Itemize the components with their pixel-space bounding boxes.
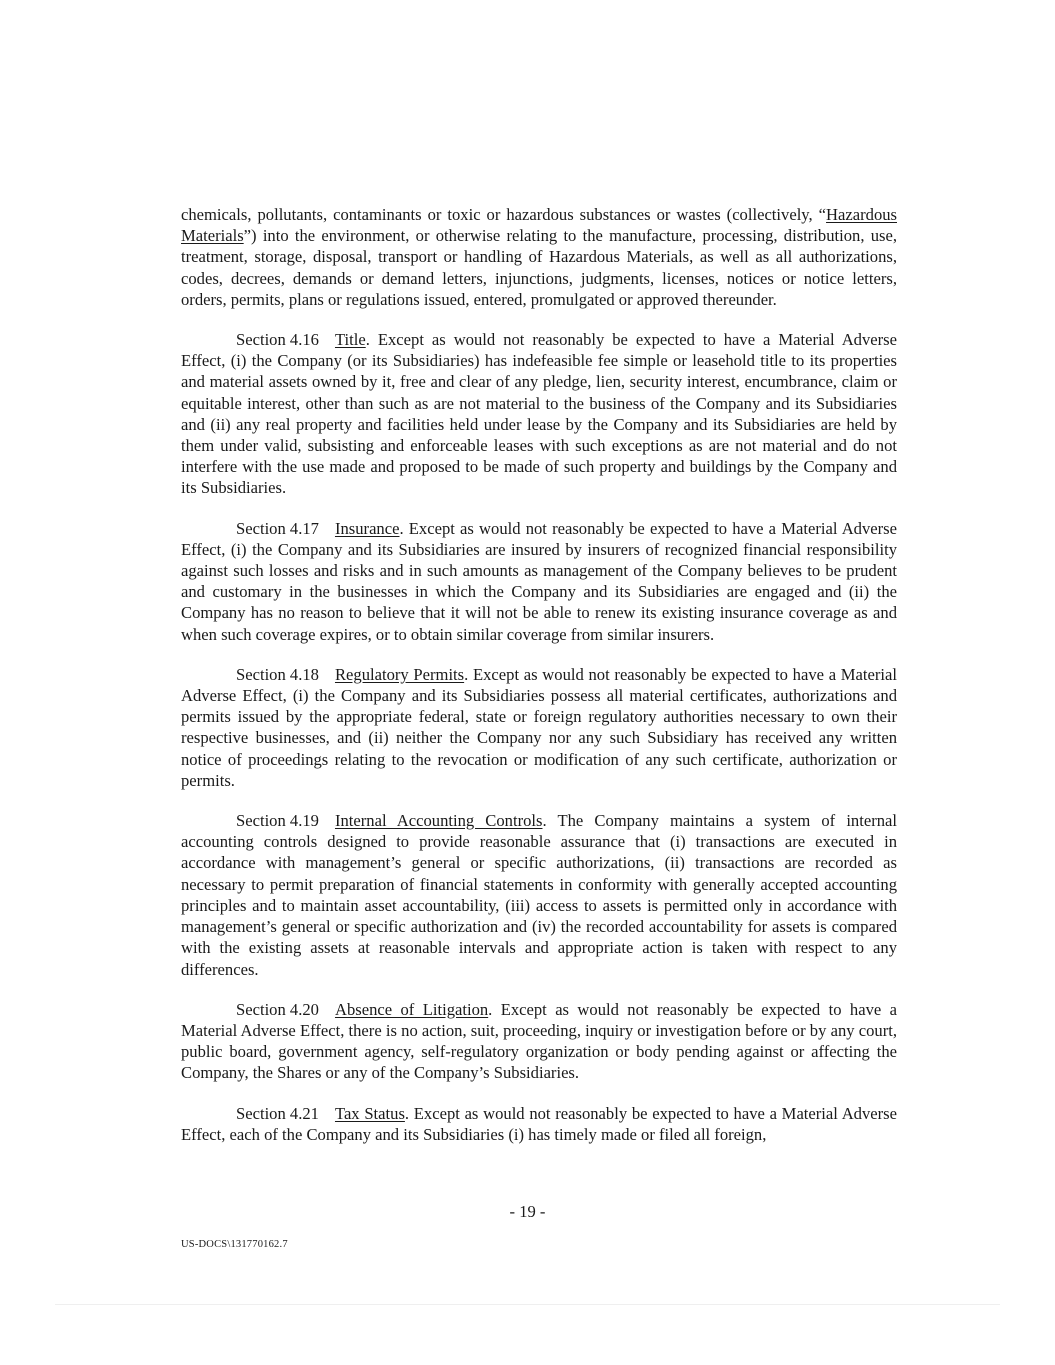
section-number: Section 4.17 [236, 518, 319, 538]
section-title: Absence of Litigation [334, 999, 489, 1019]
continuation-text-before: chemicals, pollutants, contaminants or toxic or hazardous substances or wastes (collectively, “ [181, 205, 827, 224]
defined-term-hazardous-materials: Hazardous Materials [181, 205, 897, 246]
section-title: Tax Status [334, 1103, 405, 1123]
bottom-divider [55, 1304, 1000, 1305]
section-4-21 [181, 1103, 897, 1145]
section-4-19 [181, 810, 897, 980]
section-4-20 [181, 999, 897, 1084]
section-text: . Except as would not reasonably be expected to have a Material Adverse Effect, each of the Company and its Subsidiaries (i) has timely made or filed all foreign, [181, 1103, 897, 1144]
section-number: Section 4.19 [236, 811, 319, 831]
continuation-paragraph [181, 204, 897, 310]
section-4-16 [181, 329, 897, 499]
section-title: Title [334, 330, 366, 350]
document-id: US-DOCS\131770162.7 [181, 1239, 288, 1250]
section-title: Insurance [334, 518, 400, 538]
section-text: . The Company maintains a system of internal accounting controls designed to provide reasonable assurance that (i) transactions are executed in accordance with management’s general or specific authorizations, (ii) transactions are recorded as necessary to permit preparation of financial statements in conformity with generally accepted accounting principles and to maintain asset accountability, (iii) access to assets is permitted only in accordance with management’s general or specific authorization and (iv) the recorded accountability for assets is compared with the existing assets at reasonable intervals and appropriate action is taken with respect to any differences. [181, 811, 897, 979]
section-number: Section 4.16 [236, 330, 319, 350]
section-text: . Except as would not reasonably be expected to have a Material Adverse Effect, (i) the Company (or its Subsidiaries) has indefeasible fee simple or leasehold title to its properties and material assets owned by it, free and clear of any pledge, lien, security interest, encumbrance, claim or equitable interest, other than such as are not material to the business of the Company and its Subsidiaries and (ii) any real property and facilities held under lease by the Company and its Subsidiaries are held by them under valid, subsisting and enforceable leases with such exceptions as are not material and do not interfere with the use made and proposed to be made of such property and buildings by the Company and its Subsidiaries. [181, 330, 897, 498]
section-title: Internal Accounting Controls [334, 811, 543, 831]
section-text: . Except as would not reasonably be expected to have a Material Adverse Effect, (i) the Company and its Subsidiaries possess all material certificates, authorizations and permits issued by the appropriate federal, state or foreign regulatory authorities necessary to own their respective businesses, and (ii) neither the Company nor any such Subsidiary has received any written notice of proceedings relating to the revocation or modification of any such certificate, authorization or permits. [181, 664, 897, 790]
section-number: Section 4.21 [236, 1103, 319, 1123]
section-title: Regulatory Permits [334, 664, 465, 684]
section-text: . Except as would not reasonably be expected to have a Material Adverse Effect, there is no action, suit, proceeding, inquiry or investigation before or by any court, public board, government agency, self-regulatory organization or body pending against or affecting the Company, the Shares or any of the Company’s Subsidiaries. [181, 999, 897, 1083]
page-number: - 19 - [509, 1202, 546, 1221]
section-number: Section 4.18 [236, 664, 319, 684]
section-text: . Except as would not reasonably be expected to have a Material Adverse Effect, (i) the Company and its Subsidiaries are insured by insurers of recognized financial responsibility against such losses and risks and in such amounts as management of the Company believes to be prudent and customary in the businesses in which the Company and its Subsidiaries are engaged and (ii) the Company has no reason to believe that it will not be able to renew its existing insurance coverage as and when such coverage expires, or to obtain similar coverage from similar insurers. [181, 518, 897, 644]
continuation-text-after: ”) into the environment, or otherwise relating to the manufacture, processing, distribution, use, treatment, storage, disposal, transport or handling of Hazardous Materials, as well as all authorizations, codes, decrees, demands or demand letters, injunctions, judgments, licenses, notices or notice letters, orders, permits, plans or regulations issued, entered, promulgated or approved thereunder. [181, 226, 897, 309]
section-number: Section 4.20 [236, 999, 319, 1019]
section-4-18 [181, 664, 897, 791]
section-4-17 [181, 518, 897, 645]
document-body [181, 204, 897, 1164]
